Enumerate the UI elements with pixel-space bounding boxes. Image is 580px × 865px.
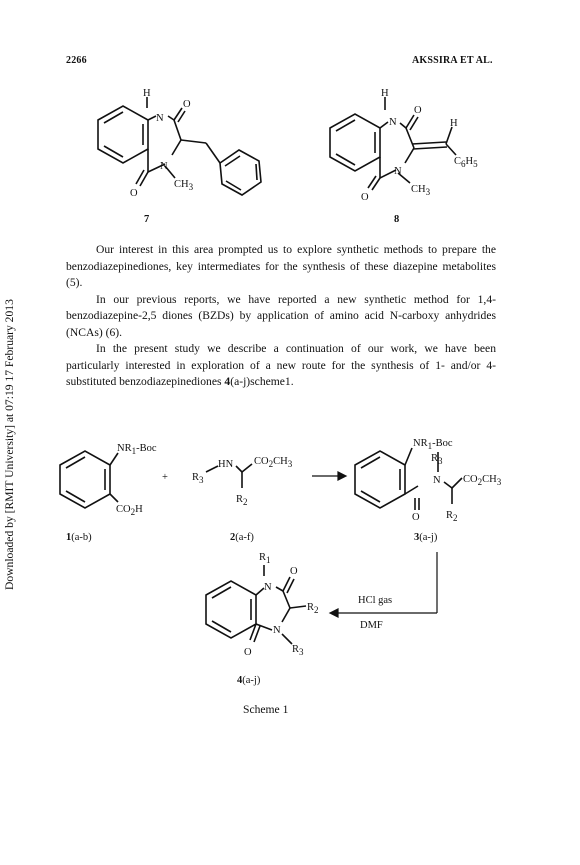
top-structures (0, 0, 580, 230)
c2-HN: HN (218, 459, 234, 470)
compound-3-bonds (355, 448, 462, 510)
s8-O1: O (414, 105, 422, 116)
compound-1-bonds (60, 451, 118, 508)
s7-N1: N (156, 113, 164, 124)
compound-2-label: 2(a-f) (230, 532, 254, 543)
reagent-hcl: HCl gas (358, 595, 393, 606)
c4-O2: O (244, 647, 252, 658)
body-text (66, 242, 496, 391)
c4-N4: N (273, 625, 281, 636)
s8-N4: N (394, 166, 402, 177)
c4-N1: N (264, 582, 272, 593)
structure-8-bonds (330, 97, 456, 190)
c3-top: NR1-Boc (413, 438, 453, 451)
s8-C6H5: C6H5 (454, 156, 478, 169)
c4-R2: R2 (307, 602, 319, 615)
c4-R1: R1 (259, 552, 271, 565)
s8-N1: N (389, 117, 397, 128)
paragraph-1: Our interest in this area prompted us to explore synthetic methods to prepare the benzodiazepinediones, key intermediates for the synthesis of these diazepine metabolites (5). (66, 243, 496, 289)
running-title: AKSSIRA ET AL. (412, 55, 493, 66)
s7-CH3: CH3 (174, 179, 194, 192)
c1-subst-bottom: CO2H (116, 504, 143, 517)
c2-R2: R2 (236, 494, 248, 507)
compound-4-label: 4(a-j) (237, 675, 261, 686)
scheme-caption: Scheme 1 (243, 703, 289, 716)
c2-R3: R3 (192, 472, 204, 485)
c3-R2: R2 (446, 510, 458, 523)
reaction-arrow-1 (312, 472, 346, 480)
c3-ester: CO2CH3 (463, 474, 502, 487)
scheme-1 (0, 420, 580, 730)
s7-O2: O (130, 188, 138, 199)
reagent-dmf: DMF (360, 620, 383, 631)
paragraph-3: In the present study we describe a continuation of our work, we have been particularly interested in exploration of a new route for the synthesis of 1- and/or 4-substituted benzodiazepinediones 4(a-j)scheme1. (66, 342, 496, 388)
paragraph-2: In our previous reports, we have reported a new synthetic method for 1,4-benzodiazepine-2,5 diones (BZDs) by application of amino acid N-carboxy anhydrides (NCAs) (6). (66, 292, 496, 339)
compound-8-label: 8 (394, 214, 400, 225)
compound-7-label: 7 (144, 214, 150, 225)
s7-H: H (143, 88, 151, 99)
s7-N4: N (160, 161, 168, 172)
reaction-arrow-2 (330, 552, 437, 617)
s8-CH3: CH3 (411, 184, 431, 197)
bold-compound-ref: 4 (224, 375, 231, 388)
c2-ester: CO2CH3 (254, 456, 293, 469)
compound-3-label: 3(a-j) (414, 532, 438, 543)
s8-O2: O (361, 192, 369, 203)
s8-H2: H (450, 118, 458, 129)
compound-1-label: 1(a-b) (66, 532, 92, 543)
c3-R3: R3 (431, 453, 443, 466)
c3-O: O (412, 512, 420, 523)
c3-N: N (433, 475, 441, 486)
c1-subst-top: NR1-Boc (117, 443, 157, 456)
page-number: 2266 (66, 55, 87, 66)
download-note: Downloaded by [RMIT University] at 07:19 17 February 2013 (3, 299, 16, 590)
c4-O1: O (290, 566, 298, 577)
s7-O1: O (183, 99, 191, 110)
s8-H: H (381, 88, 389, 99)
c4-R3: R3 (292, 644, 304, 657)
plus-sign: + (162, 472, 168, 483)
